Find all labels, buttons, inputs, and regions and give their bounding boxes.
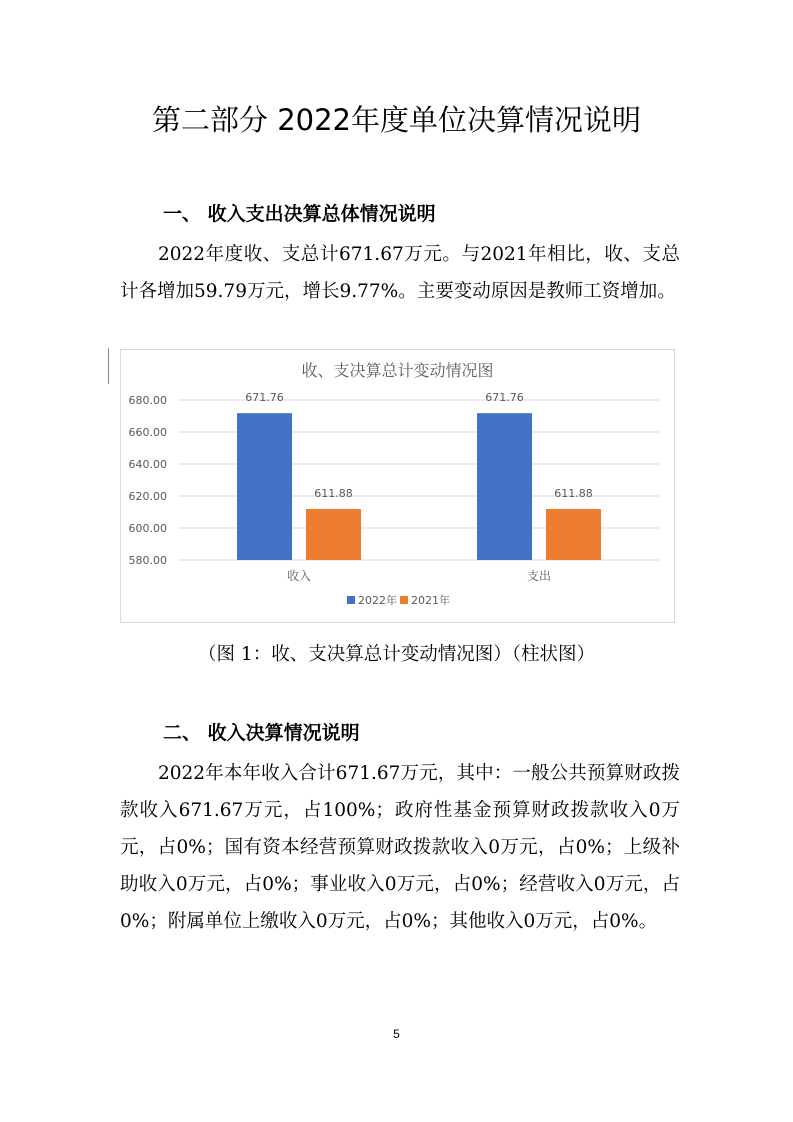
legend-swatch (347, 596, 355, 604)
bar-chart (120, 349, 675, 623)
legend-label: 2021年 (411, 594, 450, 607)
chart-title: 收、支决算总计变动情况图 (301, 361, 494, 380)
y-tick-label: 580.00 (128, 554, 167, 567)
x-category-label: 收入 (286, 569, 312, 583)
y-tick-label: 620.00 (128, 490, 167, 503)
page-title: 第二部分 2022年度单位决算情况说明 (151, 103, 642, 137)
section-heading-overall: 一、 收入支出决算总体情况说明 (163, 203, 436, 225)
y-tick-label: 600.00 (128, 522, 167, 535)
legend-label: 2022年 (358, 594, 397, 607)
text-cursor-marker (108, 348, 109, 384)
legend-swatch (400, 596, 408, 604)
x-category-label: 支出 (526, 569, 552, 583)
bar-2022年-收入 (237, 413, 292, 560)
bar-2022年-支出 (477, 413, 532, 560)
y-tick-label: 680.00 (128, 394, 167, 407)
section-paragraph-income: 2022年本年收入合计671.67万元，其中：一般公共预算财政拨款收入671.67万元，占100%；政府性基金预算财政拨款收入0万元，占0%；国有资本经营预算财政拨款收入0万元，占0%；上级补助收入0万元，占0%；事业收入0万元，占0%；经营收入0万元，占0%；附属单位上缴收入0万元，占0%；其他收入0万元，占0%。 (120, 763, 680, 932)
bar-2021年-支出 (546, 509, 601, 560)
section-paragraph-overall: 2022年度收、支总计671.67万元。与2021年相比，收、支总计各增加59.79万元，增长9.77%。主要变动原因是教师工资增加。 (120, 244, 680, 302)
data-label: 671.76 (485, 391, 524, 405)
data-label: 611.88 (554, 486, 593, 500)
figure-caption: （图 1：收、支决算总计变动情况图）（柱状图） (198, 644, 595, 665)
section-heading-income: 二、 收入决算情况说明 (163, 722, 360, 744)
data-label: 671.76 (245, 391, 284, 405)
chart-canvas (121, 350, 674, 622)
y-tick-label: 660.00 (128, 426, 167, 439)
bar-2021年-收入 (306, 509, 361, 560)
page-number: 5 (393, 1027, 400, 1041)
y-tick-label: 640.00 (128, 458, 167, 471)
data-label: 611.88 (314, 486, 353, 500)
